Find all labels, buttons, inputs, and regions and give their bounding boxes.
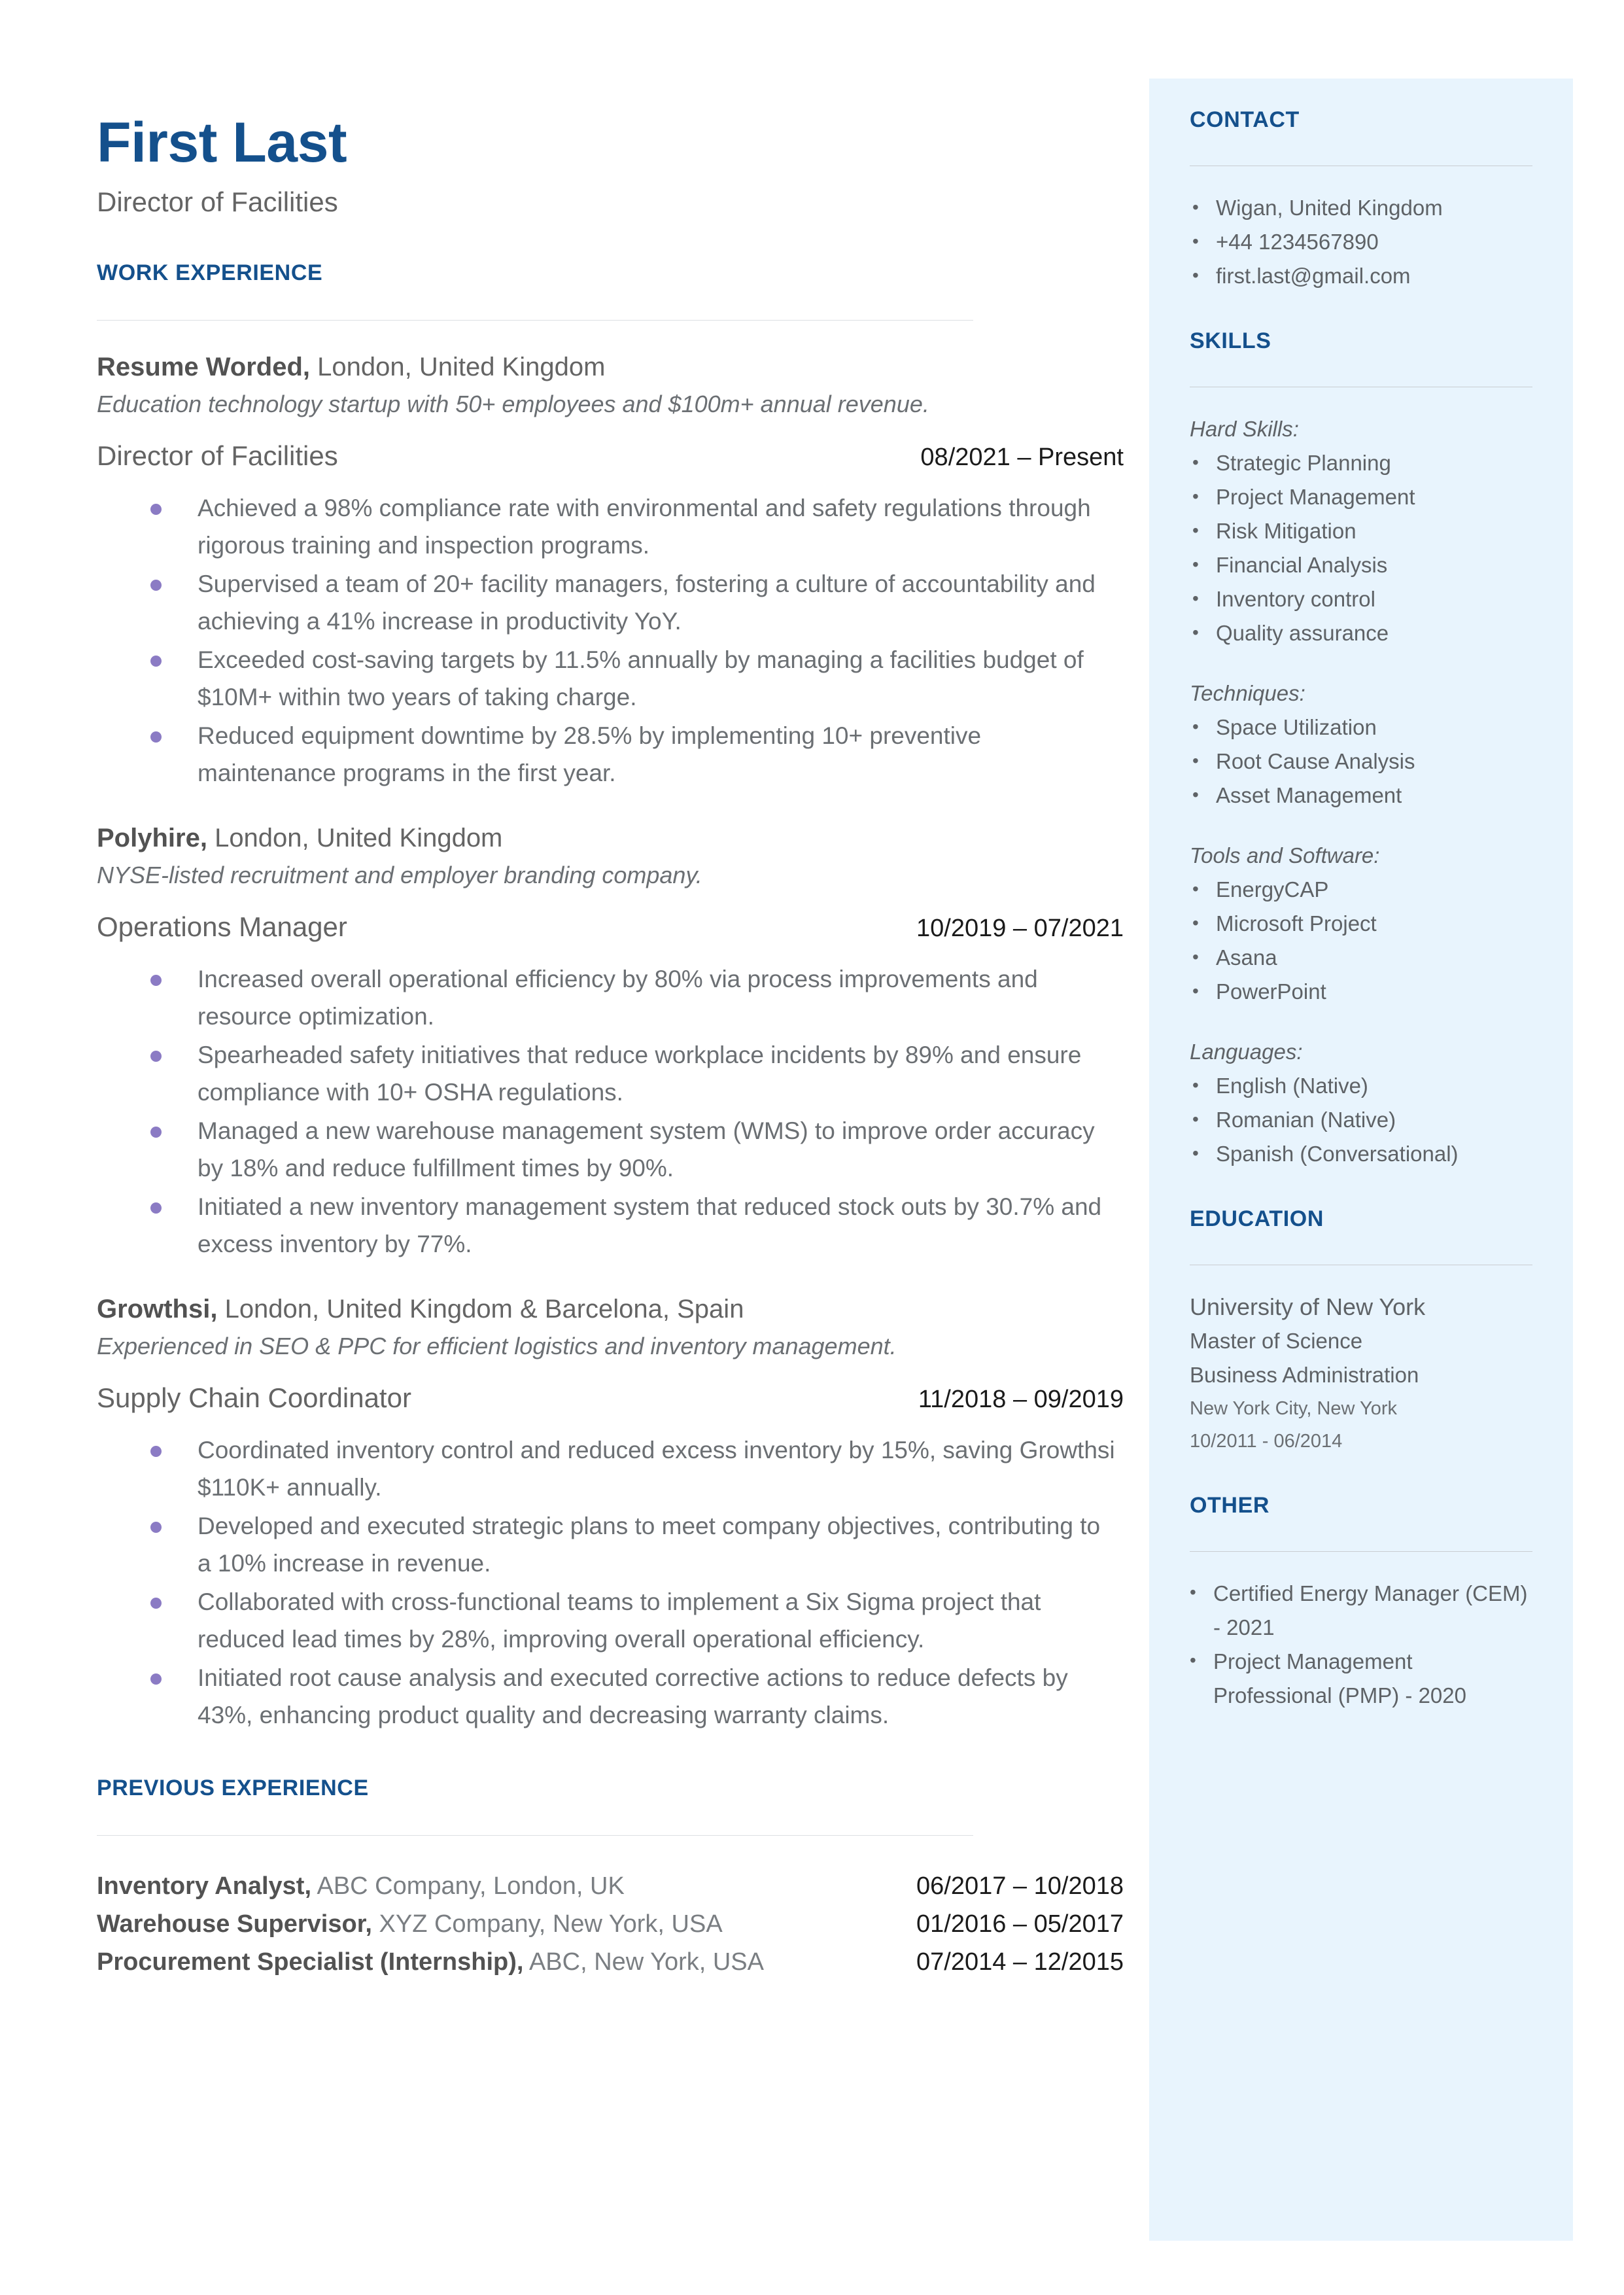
role-dates: 11/2018 – 09/2019 <box>918 1386 1124 1413</box>
company-description: Experienced in SEO & PPC for efficient logistics and inventory management. <box>97 1333 897 1359</box>
skills-list <box>1190 412 1532 1171</box>
achievement-item: Developed and executed strategic plans to meet company objectives, contributing to a 10% increase in revenue. <box>150 1507 1117 1582</box>
role-title: Director of Facilities <box>97 440 338 471</box>
company-name: Growthsi, <box>97 1295 218 1323</box>
work-experience-list <box>97 349 1124 1734</box>
achievement-item: Spearheaded safety initiatives that reduce workplace incidents by 89% and ensure compliance with 10+ OSHA regulations. <box>150 1036 1117 1111</box>
previous-role-name: Inventory Analyst, <box>97 1872 312 1900</box>
skill-group-spacer <box>1190 1009 1532 1035</box>
role-dates: 10/2019 – 07/2021 <box>916 915 1124 942</box>
section-divider <box>97 320 973 321</box>
achievement-item: Initiated a new inventory management system that reduced stock outs by 30.7% and excess inventory by 77%. <box>150 1188 1117 1263</box>
achievement-item: Collaborated with cross-functional teams to implement a Six Sigma project that reduced lead times by 28%, improving overall operational efficiency. <box>150 1583 1117 1658</box>
previous-role-name: Procurement Specialist (Internship), <box>97 1948 524 1976</box>
role-row <box>97 438 1124 475</box>
company-description: NYSE-listed recruitment and employer branding company. <box>97 862 702 888</box>
contact-item[interactable]: • +44 1234567890 <box>1190 225 1532 259</box>
skill-item: • Spanish (Conversational) <box>1190 1137 1532 1171</box>
company-location: London, United Kingdom & Barcelona, Spain <box>217 1295 744 1323</box>
previous-role-dates: 06/2017 – 10/2018 <box>916 1872 1124 1900</box>
certification-item: • Certified Energy Manager (CEM) - 2021 <box>1190 1577 1532 1645</box>
skill-item: • Risk Mitigation <box>1190 514 1532 548</box>
achievement-item: Initiated root cause analysis and executed corrective actions to reduce defects by 43%, enhancing product quality and decreasing warranty claims. <box>150 1659 1117 1734</box>
skill-item: • Inventory control <box>1190 582 1532 616</box>
education-degree: Master of Science <box>1190 1329 1363 1353</box>
skill-item: • Strategic Planning <box>1190 446 1532 480</box>
section-heading-skills: SKILLS <box>1190 328 1271 353</box>
certification-item: • Project Management Professional (PMP) - 2020 <box>1190 1645 1532 1713</box>
skill-item: • Financial Analysis <box>1190 548 1532 582</box>
skill-item: • Space Utilization <box>1190 710 1532 745</box>
skill-item: • Root Cause Analysis <box>1190 745 1532 779</box>
work-experience-entry <box>97 349 1124 792</box>
achievement-list <box>97 960 1117 1263</box>
skill-item: • English (Native) <box>1190 1069 1532 1103</box>
education-entry <box>1190 1290 1532 1458</box>
skill-item: • Asset Management <box>1190 779 1532 813</box>
company-description: Education technology startup with 50+ employees and $100m+ annual revenue. <box>97 391 929 417</box>
previous-experience-row <box>97 1867 1124 1905</box>
skill-group-label: Tools and Software: <box>1190 843 1380 867</box>
section-heading-work-experience: WORK EXPERIENCE <box>97 260 323 285</box>
contact-item[interactable]: • Wigan, United Kingdom <box>1190 191 1532 225</box>
role-title: Supply Chain Coordinator <box>97 1382 411 1413</box>
skill-item: • Asana <box>1190 941 1532 975</box>
previous-role-company: ABC Company, London, UK <box>311 1872 625 1900</box>
previous-role-company: XYZ Company, New York, USA <box>371 1910 723 1938</box>
other-list <box>1190 1577 1532 1713</box>
role-title: Operations Manager <box>97 911 347 942</box>
previous-role-company: ABC, New York, USA <box>523 1948 764 1976</box>
achievement-list <box>97 1431 1117 1734</box>
skill-group-list <box>1190 873 1532 1009</box>
work-experience-entry <box>97 820 1124 1263</box>
role-row <box>97 1380 1124 1417</box>
skill-group-label: Hard Skills: <box>1190 417 1299 441</box>
section-heading-education: EDUCATION <box>1190 1206 1324 1231</box>
sidebar <box>1149 79 1573 2241</box>
achievement-item: Increased overall operational efficiency by 80% via process improvements and resource optimization. <box>150 960 1117 1035</box>
company-row <box>97 349 1124 385</box>
contact-list <box>1190 191 1532 293</box>
skill-item: • PowerPoint <box>1190 975 1532 1009</box>
skill-item: • Microsoft Project <box>1190 907 1532 941</box>
company-name: Resume Worded, <box>97 353 310 381</box>
skill-item: • Romanian (Native) <box>1190 1103 1532 1137</box>
skill-group-list <box>1190 446 1532 650</box>
previous-experience-row <box>97 1905 1124 1943</box>
section-heading-other: OTHER <box>1190 1493 1270 1518</box>
achievement-item: Exceeded cost-saving targets by 11.5% annually by managing a facilities budget of $10M+ within two years of taking charge. <box>150 641 1117 716</box>
role-row <box>97 909 1124 946</box>
other-divider <box>1190 1551 1532 1552</box>
previous-experience-divider <box>97 1835 973 1836</box>
company-row <box>97 820 1124 856</box>
skill-group-spacer <box>1190 650 1532 676</box>
main-column <box>97 0 1124 1981</box>
skill-group-label: Techniques: <box>1190 681 1305 705</box>
skill-group-spacer <box>1190 813 1532 839</box>
company-row <box>97 1291 1124 1327</box>
skill-group-list <box>1190 710 1532 813</box>
achievement-list <box>97 489 1117 792</box>
previous-experience-row <box>97 1943 1124 1981</box>
section-heading-previous-experience: PREVIOUS EXPERIENCE <box>97 1776 369 1800</box>
company-location: London, United Kingdom <box>310 353 606 381</box>
company-location: London, United Kingdom <box>207 824 503 852</box>
skill-group-label: Languages: <box>1190 1040 1303 1064</box>
previous-experience-title <box>97 1943 764 1981</box>
education-dates: 10/2011 - 06/2014 <box>1190 1431 1343 1452</box>
achievement-item: Supervised a team of 20+ facility managers, fostering a culture of accountability and achieving a 41% increase in productivity YoY. <box>150 565 1117 640</box>
previous-role-dates: 07/2014 – 12/2015 <box>916 1948 1124 1976</box>
skill-item: • Quality assurance <box>1190 616 1532 650</box>
role-dates: 08/2021 – Present <box>920 444 1124 471</box>
company-name: Polyhire, <box>97 824 207 852</box>
achievement-item: Reduced equipment downtime by 28.5% by implementing 10+ preventive maintenance programs in the first year. <box>150 717 1117 792</box>
previous-experience-list <box>97 1867 1124 1981</box>
section-heading-contact: CONTACT <box>1190 107 1300 132</box>
page-title: First Last <box>97 111 347 174</box>
achievement-item: Achieved a 98% compliance rate with environmental and safety regulations through rigorous training and inspection programs. <box>150 489 1117 564</box>
achievement-item: Coordinated inventory control and reduced excess inventory by 15%, saving Growthsi $110K+ annually. <box>150 1431 1117 1506</box>
previous-experience-title <box>97 1867 625 1905</box>
achievement-item: Managed a new warehouse management system (WMS) to improve order accuracy by 18% and reduce fulfillment times by 90%. <box>150 1112 1117 1187</box>
header-subtitle: Director of Facilities <box>97 186 338 217</box>
previous-experience-title <box>97 1905 723 1943</box>
skill-item: • Project Management <box>1190 480 1532 514</box>
previous-role-name: Warehouse Supervisor, <box>97 1910 372 1938</box>
education-school: University of New York <box>1190 1293 1426 1320</box>
skill-item: • EnergyCAP <box>1190 873 1532 907</box>
skill-group-list <box>1190 1069 1532 1171</box>
work-experience-entry <box>97 1291 1124 1734</box>
contact-item[interactable]: • first.last@gmail.com <box>1190 259 1532 293</box>
previous-role-dates: 01/2016 – 05/2017 <box>916 1910 1124 1938</box>
education-field: Business Administration <box>1190 1363 1419 1387</box>
education-location: New York City, New York <box>1190 1398 1397 1419</box>
